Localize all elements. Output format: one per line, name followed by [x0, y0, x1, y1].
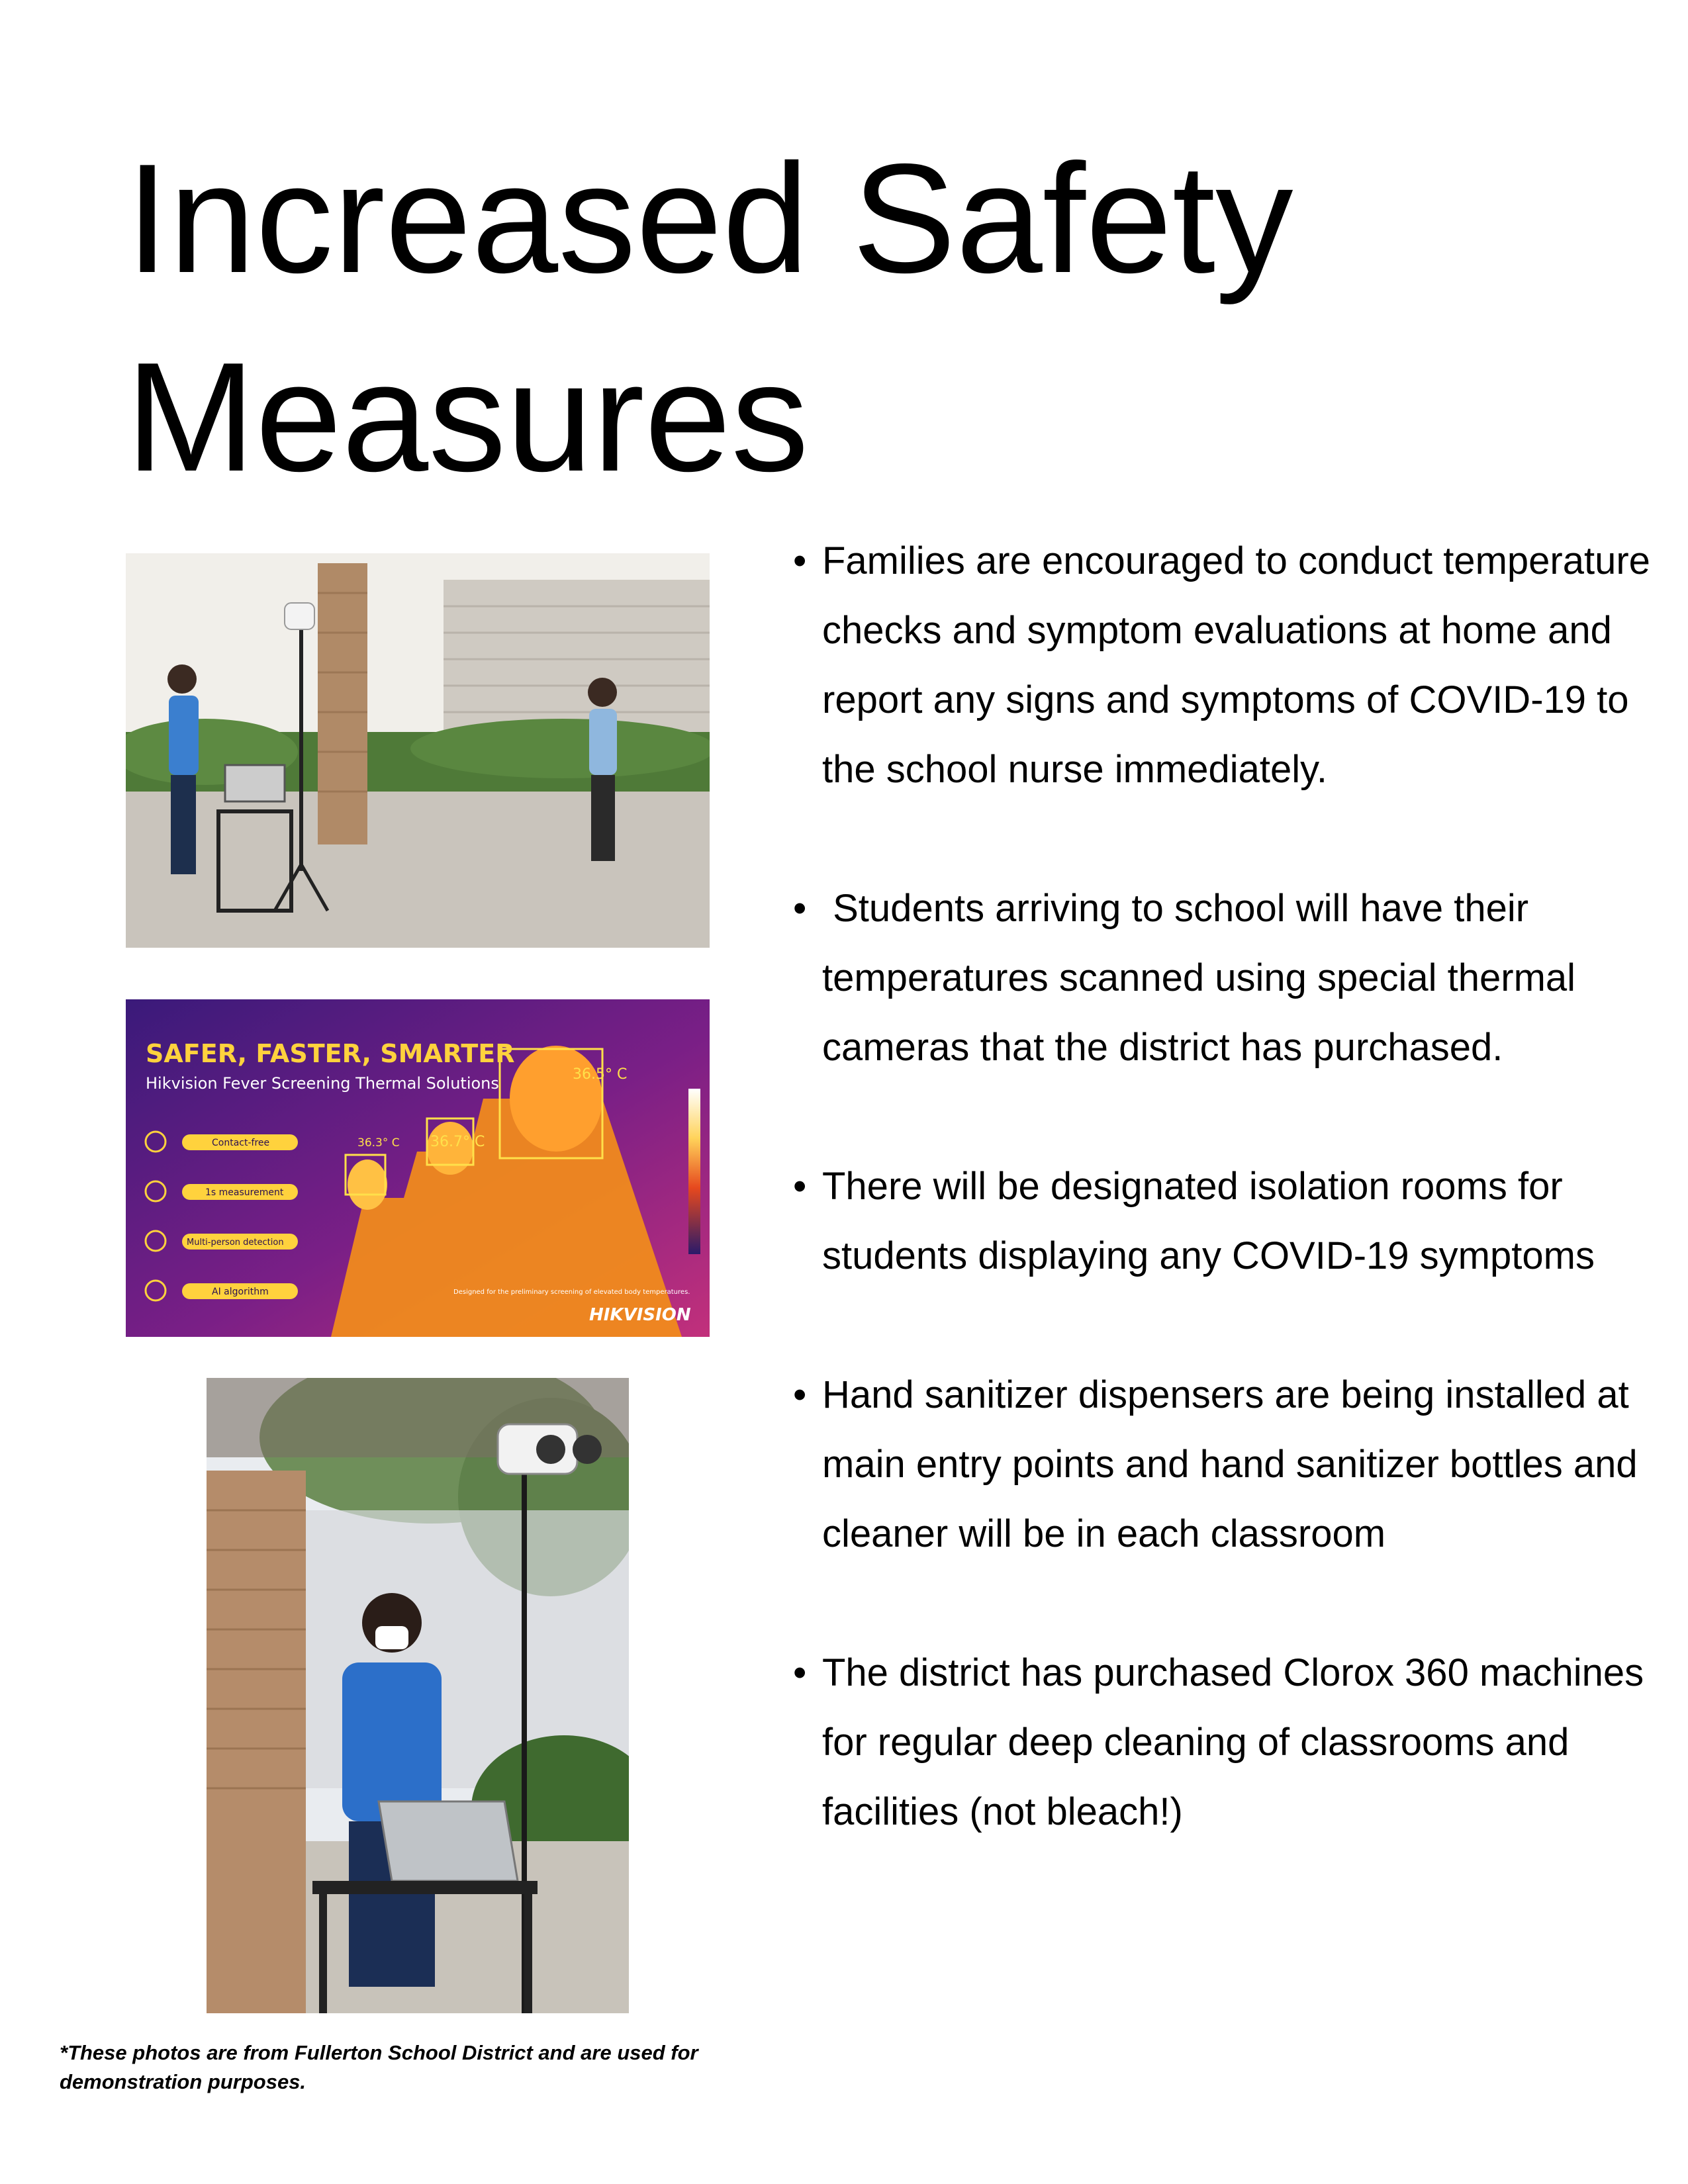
page-title — [126, 119, 1582, 516]
list-item — [793, 1360, 1654, 1569]
thermal-ad-image — [126, 999, 710, 1337]
list-item — [793, 874, 1654, 1082]
ad-temp-1: 36.3° C — [357, 1136, 400, 1150]
ad-temp-3: 36.5° C — [573, 1066, 628, 1083]
ad-subtitle: Hikvision Fever Screening Thermal Solutions — [146, 1074, 499, 1093]
photo-thermal-camera-ad — [126, 999, 710, 1337]
safety-measures-list — [793, 526, 1654, 1916]
list-item-text: The district has purchased Clorox 360 machines for regular deep cleaning of classrooms and facilities (not bleach!) — [822, 1651, 1644, 1833]
ad-feature-2: 1s measurement — [205, 1187, 284, 1198]
ad-brand-logo: HIKVISION — [589, 1305, 691, 1325]
ad-temp-2: 36.7° C — [430, 1134, 485, 1150]
bullet-marker: • — [793, 539, 807, 582]
photo-staff-thermal-camera-image — [207, 1378, 629, 2013]
bullet-marker: • — [793, 1651, 807, 1694]
bullet-marker: • — [793, 1165, 807, 1208]
ad-feature-1: Contact-free — [212, 1138, 270, 1148]
title-line-1: Increased Safety — [126, 131, 1293, 305]
photo-screening-station — [126, 553, 710, 948]
list-item — [793, 1638, 1654, 1846]
list-item-text: Students arriving to school will have their temperatures scanned using special thermal cameras that the district has purchased. — [822, 887, 1587, 1069]
bullet-marker: • — [793, 887, 807, 930]
list-item-text: Families are encouraged to conduct temperature checks and symptom evaluations at home and report any signs and symptoms of COVID-19 to the school nurse immediately. — [822, 539, 1650, 791]
list-item — [793, 1152, 1654, 1291]
ad-feature-3: Multi-person detection — [187, 1238, 284, 1248]
title-line-2: Measures — [126, 330, 809, 504]
photo-staff-thermal-camera — [207, 1378, 629, 2013]
list-item — [793, 526, 1654, 804]
ad-feature-4: AI algorithm — [212, 1287, 269, 1297]
photo-screening-station-image — [126, 553, 710, 948]
ad-disclaimer: Designed for the preliminary screening of elevated body temperatures. — [453, 1289, 690, 1296]
list-item-text: There will be designated isolation rooms for students displaying any COVID-19 symptoms — [822, 1165, 1595, 1277]
list-item-text: Hand sanitizer dispensers are being installed at main entry points and hand sanitizer bottles and cleaner will be in each classroom — [822, 1373, 1638, 1555]
photo-credit-footnote: *These photos are from Fullerton School District and are used for demonstration purposes. — [60, 2041, 698, 2093]
ad-headline: SAFER, FASTER, SMARTER — [146, 1039, 515, 1068]
bullet-marker: • — [793, 1373, 807, 1416]
